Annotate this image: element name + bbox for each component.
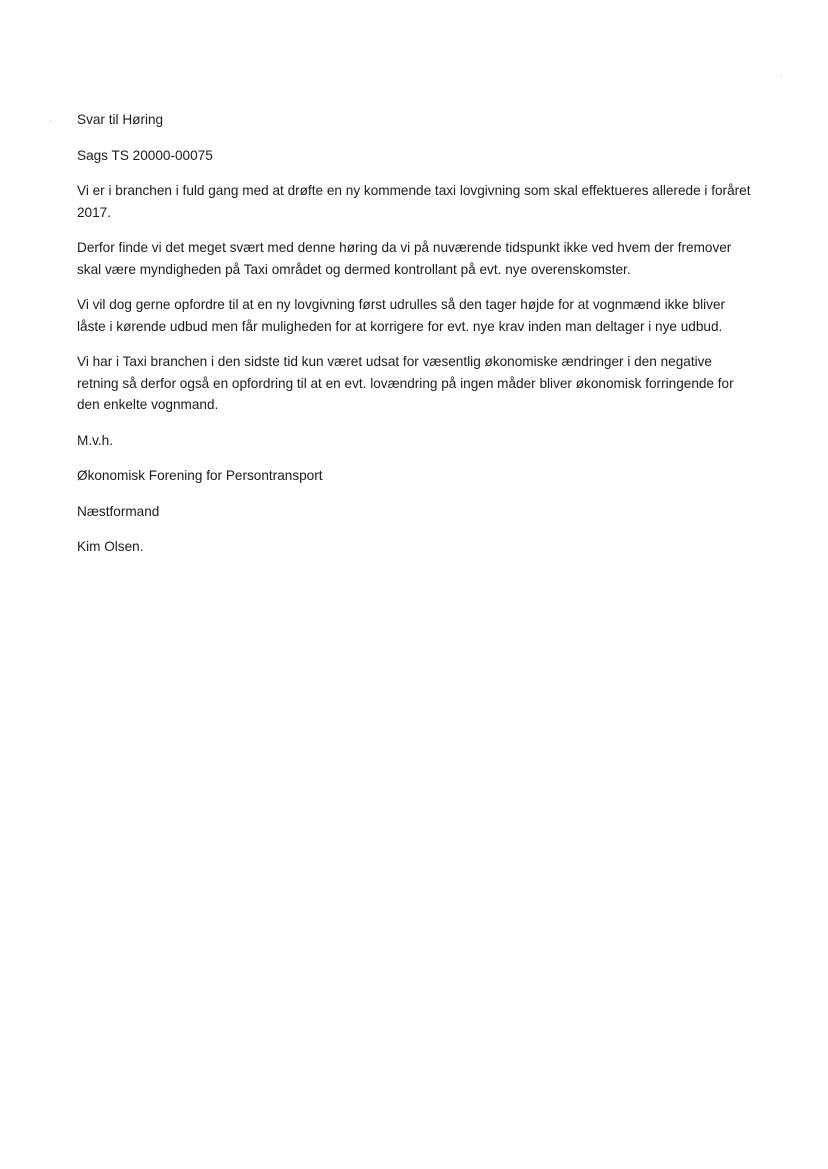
organization-name: Økonomisk Forening for Persontransport (77, 468, 323, 483)
scan-speck (781, 76, 782, 77)
case-reference: Sags TS 20000-00075 (77, 147, 213, 163)
paragraph-2: Derfor finde vi det meget svært med denne høring da vi på nuværende tidspunkt ikke ved hvem der fremover skal være myndigheden på Taxi området og dermed kontrollant på evt. nye overenskomster. (77, 240, 732, 277)
letter-subject: Svar til Høring (77, 112, 164, 127)
scan-speck (50, 120, 51, 121)
paragraph-3: Vi vil dog gerne opfordre til at en ny lovgivning først udrulles så den tager højde for at vognmænd ikke bliver låste i kørende udbud men får muligheden for at korrigere for evt. nye krav inden man deltager i nye udbud. (77, 297, 726, 334)
letter-body (77, 109, 757, 572)
paragraph-1: Vi er i branchen i fuld gang med at drøfte en ny kommende taxi lovgivning som skal effektueres allerede i foråret 2017. (77, 183, 751, 220)
paragraph-4: Vi har i Taxi branchen i den sidste tid kun været udsat for væsentlig økonomiske ændringer i den negative retning så derfor også en opfordring til at en evt. lovændring på ingen måder bliver økonomisk forringende for den enkelte vognmand. (77, 354, 734, 412)
signer-name: Kim Olsen. (77, 539, 144, 554)
closing-greeting: M.v.h. (77, 432, 114, 448)
signer-role: Næstformand (77, 503, 160, 519)
